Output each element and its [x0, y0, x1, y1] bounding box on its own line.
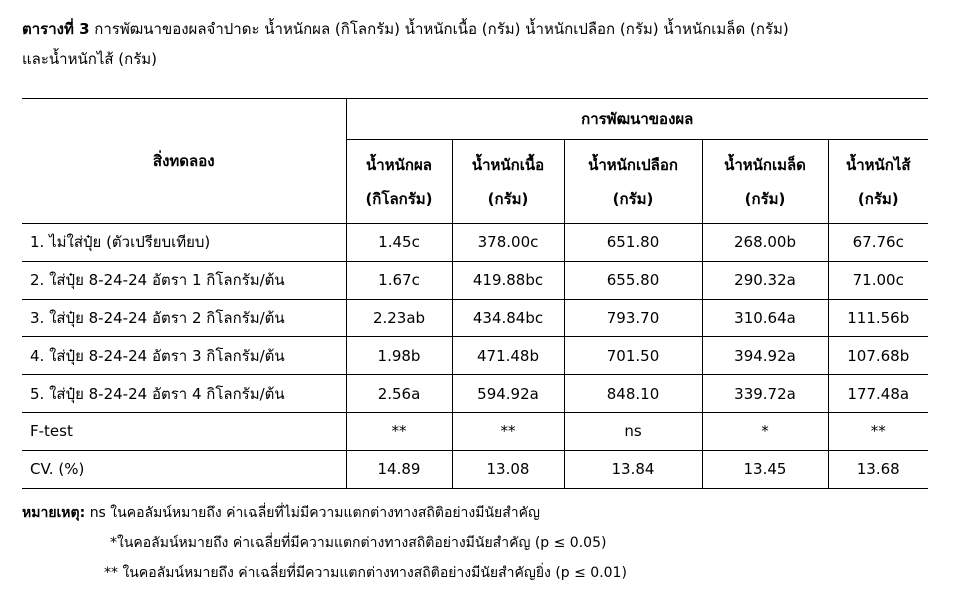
table-cell: 290.32a: [702, 261, 828, 299]
row-label: 1. ไม่ใส่ปุ๋ย (ตัวเปรียบเทียบ): [22, 224, 346, 262]
table-row: [22, 375, 928, 413]
table-cell: ns: [564, 412, 702, 450]
table-cell: **: [452, 412, 564, 450]
table-cell: 13.45: [702, 450, 828, 488]
table-cell: 419.88bc: [452, 261, 564, 299]
table-row: [22, 337, 928, 375]
table-cell: 701.50: [564, 337, 702, 375]
table-cell: 394.92a: [702, 337, 828, 375]
footnote-ns: ns ในคอลัมน์หมายถึง ค่าเฉลี่ยที่ไม่มีความแตกต่างทางสถิติอย่างมีนัยสำคัญ: [89, 505, 540, 521]
table-cell: 177.48a: [828, 375, 928, 413]
table-cell: 2.23ab: [346, 299, 452, 337]
row-label: 3. ใส่ปุ๋ย 8-24-24 อัตรา 2 กิโลกรัม/ต้น: [22, 299, 346, 337]
footnote-label: หมายเหตุ:: [22, 505, 86, 521]
footnotes: [22, 498, 942, 588]
table-cell: 107.68b: [828, 337, 928, 375]
column-header-line1: น้ำหนักผล: [366, 155, 432, 174]
row-label: 5. ใส่ปุ๋ย 8-24-24 อัตรา 4 กิโลกรัม/ต้น: [22, 375, 346, 413]
caption-line-2: และน้ำหนักไส้ (กรัม): [22, 50, 158, 68]
table-cell: 71.00c: [828, 261, 928, 299]
column-header: [564, 140, 702, 224]
table-row: [22, 412, 928, 450]
table-cell: 594.92a: [452, 375, 564, 413]
table-cell: **: [828, 412, 928, 450]
table-cell: 1.45c: [346, 224, 452, 262]
column-header: [452, 140, 564, 224]
column-header-line2: (กรัม): [744, 189, 786, 208]
table-cell: 13.68: [828, 450, 928, 488]
table-cell: 111.56b: [828, 299, 928, 337]
column-header-line1: น้ำหนักไส้: [845, 155, 911, 174]
table-row: [22, 224, 928, 262]
footnote-single-star: *ในคอลัมน์หมายถึง ค่าเฉลี่ยที่มีความแตกต่างทางสถิติอย่างมีนัยสำคัญ (p ≤ 0.05): [110, 535, 607, 551]
column-header-line2: (กรัม): [857, 189, 899, 208]
group-header: การพัฒนาของผล: [346, 99, 928, 140]
table-cell: 2.56a: [346, 375, 452, 413]
table-cell: 471.48b: [452, 337, 564, 375]
table-cell: 67.76c: [828, 224, 928, 262]
column-header-line1: น้ำหนักเมล็ด: [724, 155, 806, 174]
table-cell: 1.67c: [346, 261, 452, 299]
table-cell: 339.72a: [702, 375, 828, 413]
row-label: F-test: [22, 412, 346, 450]
column-header-line2: (กิโลกรัม): [365, 189, 433, 208]
column-header-line1: น้ำหนักเปลือก: [588, 155, 678, 174]
table-cell: 793.70: [564, 299, 702, 337]
treatment-header: สิ่งทดลอง: [22, 99, 346, 224]
column-header: [346, 140, 452, 224]
caption-line-1: [22, 14, 942, 44]
column-header-line1: น้ำหนักเนื้อ: [471, 155, 545, 174]
table-cell: 13.84: [564, 450, 702, 488]
table-cell: 848.10: [564, 375, 702, 413]
footnote-double-star: ** ในคอลัมน์หมายถึง ค่าเฉลี่ยที่มีความแตกต่างทางสถิติอย่างมีนัยสำคัญยิ่ง (p ≤ 0.01): [104, 565, 627, 581]
column-header-line2: (กรัม): [487, 189, 529, 208]
table-row: [22, 261, 928, 299]
table-cell: 378.00c: [452, 224, 564, 262]
table-caption: [22, 14, 942, 74]
table-cell: 1.98b: [346, 337, 452, 375]
table-cell: 268.00b: [702, 224, 828, 262]
table-cell: 14.89: [346, 450, 452, 488]
column-header-line2: (กรัม): [612, 189, 654, 208]
footnote-line-1: [22, 498, 942, 528]
table-cell: 13.08: [452, 450, 564, 488]
table-cell: 655.80: [564, 261, 702, 299]
caption-prefix: ตารางที่ 3: [22, 20, 90, 38]
table-cell: 651.80: [564, 224, 702, 262]
table-cell: 310.64a: [702, 299, 828, 337]
column-header: [702, 140, 828, 224]
caption-text: การพัฒนาของผลจำปาดะ น้ำหนักผล (กิโลกรัม) น้ำหนักเนื้อ (กรัม) น้ำหนักเปลือก (กรัม) น้ำหนักเมล็ด (กรัม): [94, 20, 789, 38]
table-row: [22, 450, 928, 488]
row-label: 2. ใส่ปุ๋ย 8-24-24 อัตรา 1 กิโลกรัม/ต้น: [22, 261, 346, 299]
table-cell: *: [702, 412, 828, 450]
column-header: [828, 140, 928, 224]
table-cell: 434.84bc: [452, 299, 564, 337]
results-table: [22, 98, 928, 489]
table-row: [22, 299, 928, 337]
row-label: 4. ใส่ปุ๋ย 8-24-24 อัตรา 3 กิโลกรัม/ต้น: [22, 337, 346, 375]
row-label: CV. (%): [22, 450, 346, 488]
table-cell: **: [346, 412, 452, 450]
